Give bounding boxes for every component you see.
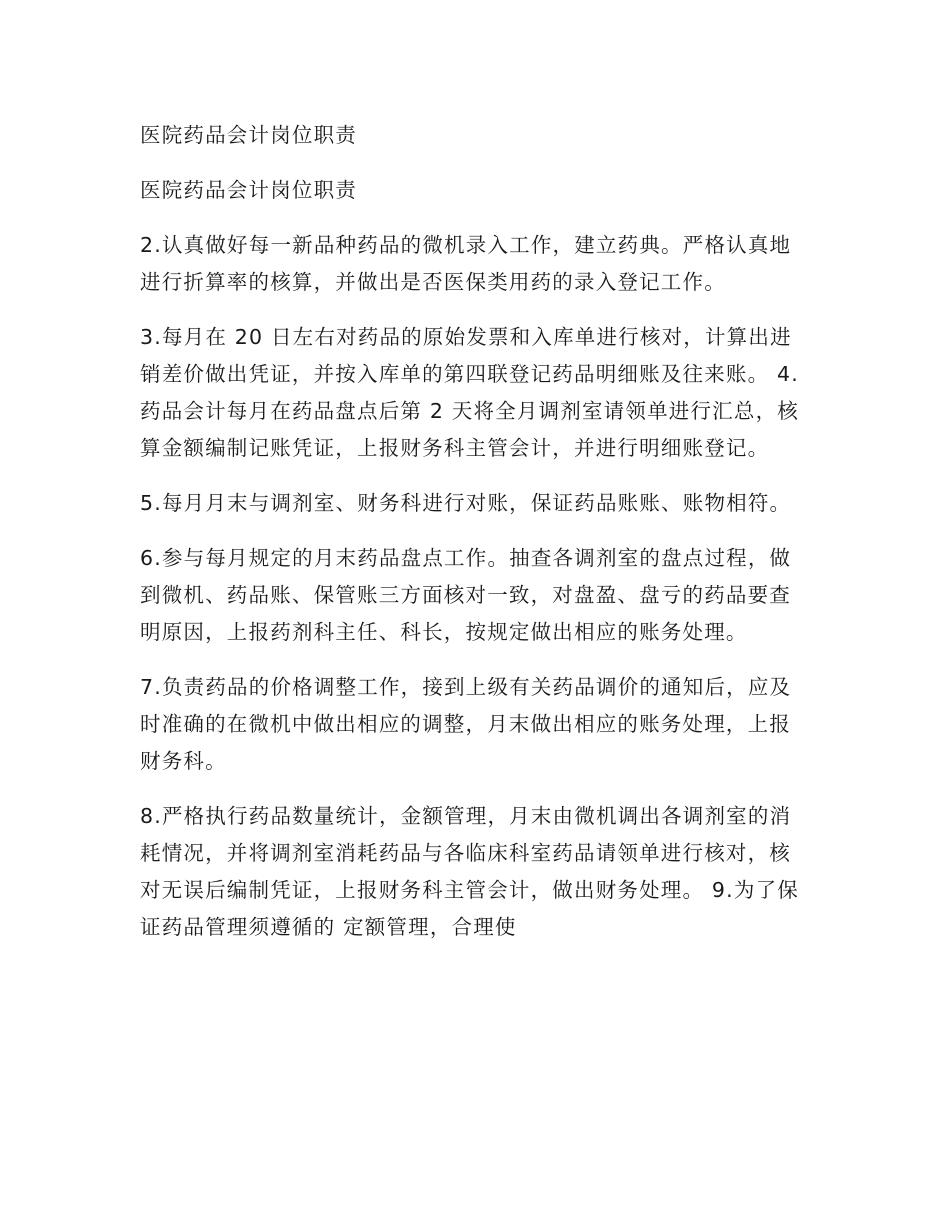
paragraph-3-4: 3.每月在 20 日左右对药品的原始发票和入库单进行核对，计算出进销差价做出凭证，并按入库单的第四联登记药品明细账及往来账。 4.药品会计每月在药品盘点后第 2 天将全月调剂室请领单进行汇总，核算金额编制记账凭证，上报财务科主管会计，并进行明细账登记。: [140, 325, 799, 460]
paragraph-2: 2.认真做好每一新品种药品的微机录入工作，建立药典。严格认真地进行折算率的核算，并做出是否医保类用药的录入登记工作。: [140, 233, 792, 294]
paragraph-5: 5.每月月末与调剂室、财务科进行对账，保证药品账账、账物相符。: [140, 491, 792, 515]
document-subtitle: 医院药品会计岗位职责: [140, 178, 357, 202]
paragraph-8-9: 8.严格执行药品数量统计，金额管理，月末由微机调出各调剂室的消耗情况，并将调剂室消耗药品与各临床科室药品请领单进行核对，核对无误后编制凭证，上报财务科主管会计，做出财务处理。 9.为了保证药品管理须遵循的 定额管理，合理使: [140, 804, 799, 939]
paragraph-6: 6.参与每月规定的月末药品盘点工作。抽查各调剂室的盘点过程，做到微机、药品账、保管账三方面核对一致，对盘盈、盘亏的药品要查明原因，上报药剂科主任、科长，按规定做出相应的账务处理。: [140, 546, 792, 644]
paragraph-7: 7.负责药品的价格调整工作，接到上级有关药品调价的通知后，应及时准确的在微机中做出相应的调整，月末做出相应的账务处理，上报财务科。: [140, 675, 792, 773]
document-body: [140, 117, 812, 964]
document-title: 医院药品会计岗位职责: [140, 123, 357, 147]
